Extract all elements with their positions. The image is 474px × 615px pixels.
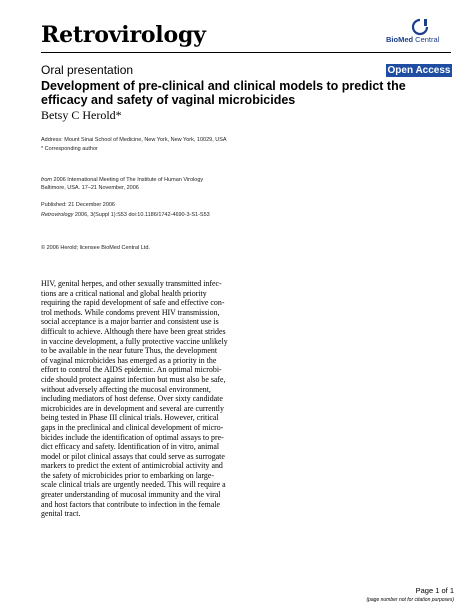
abstract-line: genital tract. (41, 509, 81, 519)
header-rule (41, 52, 451, 53)
journal-title: Retrovirology (41, 22, 206, 48)
biomed-central-logo-icon (410, 18, 430, 36)
page-number-note: (page number not for citation purposes) (366, 597, 454, 603)
page-number: Page 1 of 1 (415, 586, 454, 595)
article-title: Development of pre-clinical and clinical models to predict the efficacy and safety of vaginal microbicides (41, 79, 406, 107)
open-access-badge: Open Access (387, 65, 451, 76)
abstract-line: the safety of microbicides prior to embarking on large- (41, 470, 214, 480)
abstract-line: model or pilot clinical assays that could serve as surrogate (41, 451, 225, 461)
abstract-line: requiring the rapid development of safe and effective con- (41, 298, 225, 308)
section-label: Oral presentation (41, 63, 134, 77)
abstract-line: markers to predict the extent of antimicrobial activity and (41, 461, 223, 471)
abstract-line: trol methods. While condoms prevent HIV transmission, (41, 307, 220, 317)
corresponding-author-note: * Corresponding author (41, 146, 98, 152)
meeting-info (41, 176, 203, 192)
abstract-line: to be available in the near future Thus, the development (41, 346, 218, 356)
published-date: Published: 21 December 2006 (41, 202, 115, 208)
abstract-line: effort to control the AIDS epidemic. An optimal microbi- (41, 365, 222, 375)
copyright: © 2006 Herold; licensee BioMed Central Ltd. (41, 245, 150, 251)
abstract-line: in vaccine development, a fully protective vaccine unlikely (41, 336, 228, 346)
abstract-line: social acceptance is a major barrier and consistent use is (41, 317, 219, 327)
abstract-line: difficult to achieve. Although there have been great strides (41, 326, 226, 336)
abstract-line: bicides include the identification of optimal assays to pre- (41, 432, 224, 442)
meeting-from: from (41, 177, 52, 183)
abstract-line: of vaginal microbicides has emerged as a priority in the (41, 355, 217, 365)
author-name: Betsy C Herold* (41, 108, 122, 122)
publisher-name: BioMed Central (386, 35, 440, 44)
publication-info (41, 200, 210, 220)
abstract-line: and host factors that contribute to infection in the female (41, 499, 221, 509)
abstract-text (41, 279, 251, 519)
abstract-line: tions are a critical national and global health priority (41, 288, 207, 298)
abstract-line: gaps in the preclinical and clinical development of micro- (41, 422, 224, 432)
publisher-logo[interactable] (386, 18, 450, 48)
abstract-line: being tested in Phase III clinical trials. However, critical (41, 413, 219, 423)
abstract-line: including mediators of host defense. Over sixty candidate (41, 394, 223, 404)
meeting-line-1: 2006 International Meeting of The Institute of Human Virology (52, 177, 204, 183)
citation: Retrovirology 2006, 3(Suppl 1):S53 doi:10.1186/1742-4690-3-S1-S53 (41, 212, 210, 218)
abstract-line: microbicides are in development and several are currently (41, 403, 224, 413)
abstract-line: dict efficacy and safety. Identification of in vitro, animal (41, 442, 220, 452)
abstract-line: scale clinical trials are urgently needed. This will require a (41, 480, 226, 490)
abstract-line: without adversely affecting the mucosal environment, (41, 384, 211, 394)
abstract-line: HIV, genital herpes, and other sexually transmitted infec- (41, 279, 222, 288)
address: Address: Mount Sinai School of Medicine, New York, New York, 10029, USA (41, 137, 227, 143)
abstract-line: greater understanding of mucosal immunity and the viral (41, 490, 221, 500)
meeting-line-2: Baltimore, USA. 17–21 November, 2006 (41, 185, 139, 191)
affiliation-block (41, 136, 227, 154)
abstract-line: cide should protect against infection but must also be safe, (41, 374, 226, 384)
